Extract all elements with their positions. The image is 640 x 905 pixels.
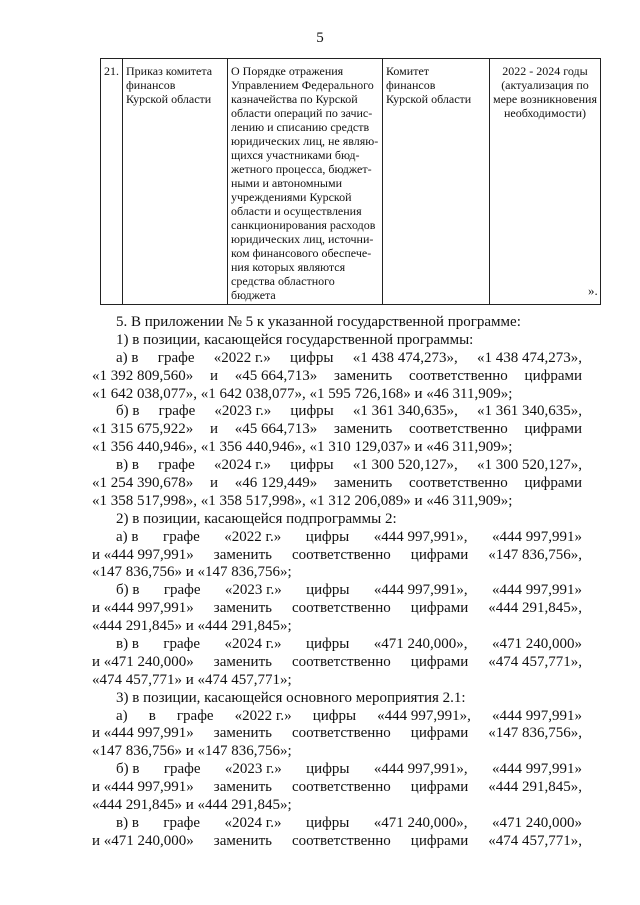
cell-line: жетного процесса, бюджет- (231, 162, 372, 176)
text-segment: и «444 997,991» (92, 725, 194, 742)
row-number: 21. (104, 64, 119, 78)
text-segment: в (148, 707, 156, 724)
text-segment: «1 358 517,998», «1 358 517,998», «1 312 206,089» и «46 311,909»; (92, 492, 513, 509)
text-segment: цифрами (410, 779, 469, 796)
text-segment: цифры (290, 403, 334, 420)
cell-line: казначейства по Курской (231, 92, 358, 106)
text-segment: 3) в позиции, касающейся основного мероприятия 2.1: (116, 689, 466, 706)
text-segment: «46 129,449» (234, 475, 318, 492)
text-line (92, 618, 582, 636)
text-segment: «444 291,845» и «444 291,845»; (92, 797, 292, 814)
text-segment: графе (163, 636, 201, 653)
doc-name-cell (228, 59, 383, 305)
text-line (92, 725, 582, 743)
text-segment: «444 997,991», (373, 528, 468, 545)
text-line (92, 421, 582, 439)
text-segment: «1 392 809,560» (92, 367, 194, 384)
cell-line: учреждениями Курской (231, 190, 352, 204)
text-segment: «444 997,991», (377, 707, 471, 724)
text-segment: и «444 997,991» (92, 600, 194, 617)
text-segment: «471 240,000», (373, 814, 468, 831)
text-segment: «1 300 520,127», (476, 457, 582, 474)
text-segment: соответственно (408, 475, 508, 492)
text-segment: цифры (305, 528, 350, 545)
text-segment: «444 291,845», (488, 779, 582, 796)
text-segment: графе (158, 403, 196, 420)
text-line (92, 654, 582, 672)
cell-line: области операций по зачис- (231, 106, 373, 120)
text-segment: «474 457,771», (488, 653, 582, 670)
text-segment: заменить (213, 653, 272, 670)
text-segment: заменить (213, 546, 272, 563)
cell-line: Комитет (386, 64, 430, 78)
text-line (92, 743, 582, 761)
text-segment: заменить (213, 779, 272, 796)
text-segment: в) в (116, 636, 139, 653)
text-segment: «471 240,000» (491, 814, 582, 831)
text-segment: 2) в позиции, касающейся подпрограммы 2: (116, 510, 397, 527)
text-line (92, 350, 582, 368)
cell-line: области и осуществления (231, 204, 362, 218)
text-segment: соответственно (291, 600, 391, 617)
text-line (92, 708, 582, 726)
cell-line: О Порядке отражения (231, 64, 344, 78)
text-segment: «2024 г.» (224, 814, 282, 831)
cell-line: финансов (126, 78, 176, 92)
text-segment: «2023 г.» (224, 761, 282, 778)
text-segment: графе (163, 761, 201, 778)
text-segment: цифры (306, 582, 350, 599)
text-segment: «1 642 038,077», «1 642 038,077», «1 595 726,168» и «46 311,909»; (92, 385, 513, 402)
text-segment: «1 361 340,635», (352, 403, 458, 420)
cell-line: ком финансового обеспече- (231, 246, 372, 260)
text-line (92, 314, 582, 332)
text-segment: цифрами (410, 546, 469, 563)
cell-line: необходимости) (503, 106, 586, 120)
text-line (92, 779, 582, 797)
cell-line: щихся участниками бюд- (231, 148, 360, 162)
text-segment: заменить (334, 421, 393, 438)
text-segment: «1 300 520,127», (352, 457, 458, 474)
text-segment: цифрами (524, 367, 582, 384)
text-line (92, 833, 582, 851)
text-line (92, 475, 582, 493)
text-segment: а) (116, 707, 128, 724)
text-segment: «444 997,991» (491, 761, 582, 778)
text-segment: заменить (213, 725, 272, 742)
text-segment: цифры (290, 457, 334, 474)
text-segment: цифрами (410, 832, 469, 849)
text-line (92, 761, 582, 779)
cell-line: средства областного (231, 274, 335, 288)
cell-line: (актуализация по (501, 78, 589, 92)
text-segment: а) в (116, 528, 139, 545)
table-row (101, 59, 601, 305)
text-segment: соответственно (291, 546, 391, 563)
text-segment: «471 240,000» (491, 636, 582, 653)
cell-line: мере возникновения (493, 92, 597, 106)
text-segment: цифрами (524, 475, 582, 492)
executor-cell (383, 59, 490, 305)
text-line (92, 332, 582, 350)
text-segment: цифрами (410, 725, 469, 742)
text-segment: и «471 240,000» (92, 653, 194, 670)
text-line (92, 386, 582, 404)
text-segment: соответственно (291, 653, 391, 670)
text-segment: «2022 г.» (213, 349, 271, 366)
text-segment: цифры (305, 814, 350, 831)
text-segment: «1 361 340,635», (476, 403, 582, 420)
text-line (92, 439, 582, 457)
doc-type-cell (123, 59, 228, 305)
text-segment: цифры (312, 707, 357, 724)
text-segment: «2022 г.» (224, 528, 282, 545)
cell-line: ными и автономными (231, 176, 342, 190)
text-segment: и (210, 367, 219, 384)
text-segment: заменить (213, 832, 272, 849)
text-segment: «444 997,991» (491, 582, 582, 599)
text-segment: «444 997,991», (373, 582, 468, 599)
text-line (92, 547, 582, 565)
text-segment: и (210, 421, 219, 438)
text-segment: цифрами (524, 421, 582, 438)
cell-line: Курской области (386, 92, 472, 106)
text-segment: в) в (116, 457, 139, 474)
cell-line: финансов (386, 78, 436, 92)
text-segment: цифрами (410, 653, 469, 670)
cell-line: лению и списанию средств (231, 120, 370, 134)
text-segment: «2024 г.» (214, 457, 271, 474)
text-segment: 5. В приложении № 5 к указанной государственной программе: (116, 314, 521, 330)
text-segment: «1 438 474,273», (477, 349, 582, 366)
page-number: 5 (316, 30, 324, 46)
text-segment: в) в (116, 814, 139, 831)
text-segment: и «471 240,000» (92, 832, 194, 849)
text-segment: «471 240,000», (373, 636, 468, 653)
text-segment: заменить (213, 600, 272, 617)
text-segment: «45 664,713» (234, 421, 318, 438)
text-segment: «1 315 675,922» (92, 421, 194, 438)
text-line (92, 600, 582, 618)
row-number-cell (101, 59, 123, 305)
text-segment: и «444 997,991» (92, 546, 194, 563)
cell-line: юридических лиц, источни- (231, 232, 374, 246)
text-line (92, 690, 582, 708)
cell-line: ния которых являются (231, 260, 346, 274)
text-line (92, 672, 582, 690)
text-line (92, 493, 582, 511)
text-segment: «147 836,756», (488, 725, 582, 742)
text-segment: 1) в позиции, касающейся государственной программы: (116, 331, 474, 348)
cell-line: санкционирования расходов (231, 218, 376, 232)
text-segment: «45 664,713» (234, 367, 318, 384)
text-segment: б) в (116, 761, 140, 778)
text-segment: графе (157, 349, 195, 366)
text-segment: «1 438 474,273», (352, 349, 458, 366)
text-segment: «147 836,756», (488, 546, 582, 563)
text-segment: «474 457,771» и «474 457,771»; (92, 671, 292, 688)
cell-line: Приказ комитета (126, 64, 213, 78)
cell-line: юридических лиц, не являю- (231, 134, 379, 148)
cell-line: 2022 - 2024 годы (502, 64, 588, 78)
text-segment: «444 291,845» и «444 291,845»; (92, 618, 292, 635)
text-segment: заменить (334, 475, 393, 492)
text-segment: «1 254 390,678» (92, 475, 194, 492)
term-cell (490, 59, 601, 305)
text-segment: «1 356 440,946», «1 356 440,946», «1 310 129,037» и «46 311,909»; (92, 439, 513, 456)
text-line (92, 797, 582, 815)
cell-line: Управлением Федерального (231, 78, 374, 92)
text-segment: «444 997,991» (491, 707, 582, 724)
text-segment: соответственно (408, 367, 508, 384)
text-segment: «444 997,991» (492, 528, 582, 545)
text-line (92, 368, 582, 386)
text-line (92, 403, 582, 421)
body-text (92, 314, 582, 851)
closing-quote: ». (588, 283, 598, 298)
text-segment: графе (163, 814, 201, 831)
text-segment: заменить (334, 367, 393, 384)
text-segment: и «444 997,991» (92, 779, 194, 796)
text-segment: «2023 г.» (224, 582, 282, 599)
text-segment: цифры (290, 349, 334, 366)
text-segment: соответственно (291, 832, 391, 849)
text-segment: «2023 г.» (214, 403, 272, 420)
document-table (100, 58, 601, 305)
text-segment: цифрами (410, 600, 469, 617)
text-segment: «147 836,756» и «147 836,756»; (92, 564, 292, 581)
text-segment: «474 457,771», (488, 832, 582, 849)
text-segment: цифры (305, 636, 350, 653)
text-segment: соответственно (291, 779, 391, 796)
text-segment: «2022 г.» (234, 707, 292, 724)
cell-line: бюджета (231, 288, 276, 302)
text-line (92, 529, 582, 547)
cell-line: Курской области (126, 92, 212, 106)
text-segment: соответственно (408, 421, 508, 438)
text-segment: б) в (116, 403, 140, 420)
text-line (92, 815, 582, 833)
text-segment: «444 997,991», (373, 761, 468, 778)
text-line (92, 582, 582, 600)
text-segment: «2024 г.» (224, 636, 282, 653)
text-segment: «147 836,756» и «147 836,756»; (92, 743, 292, 760)
text-line (92, 564, 582, 582)
text-segment: «444 291,845», (488, 600, 582, 617)
text-segment: цифры (306, 761, 350, 778)
text-segment: соответственно (291, 725, 391, 742)
text-line (92, 457, 582, 475)
text-segment: и (210, 475, 219, 492)
text-line (92, 636, 582, 654)
text-segment: графе (163, 582, 201, 599)
text-segment: графе (158, 457, 195, 474)
text-segment: графе (163, 528, 200, 545)
text-segment: а) в (116, 349, 139, 366)
text-line (92, 511, 582, 529)
text-segment: б) в (116, 582, 140, 599)
text-segment: графе (176, 707, 214, 724)
